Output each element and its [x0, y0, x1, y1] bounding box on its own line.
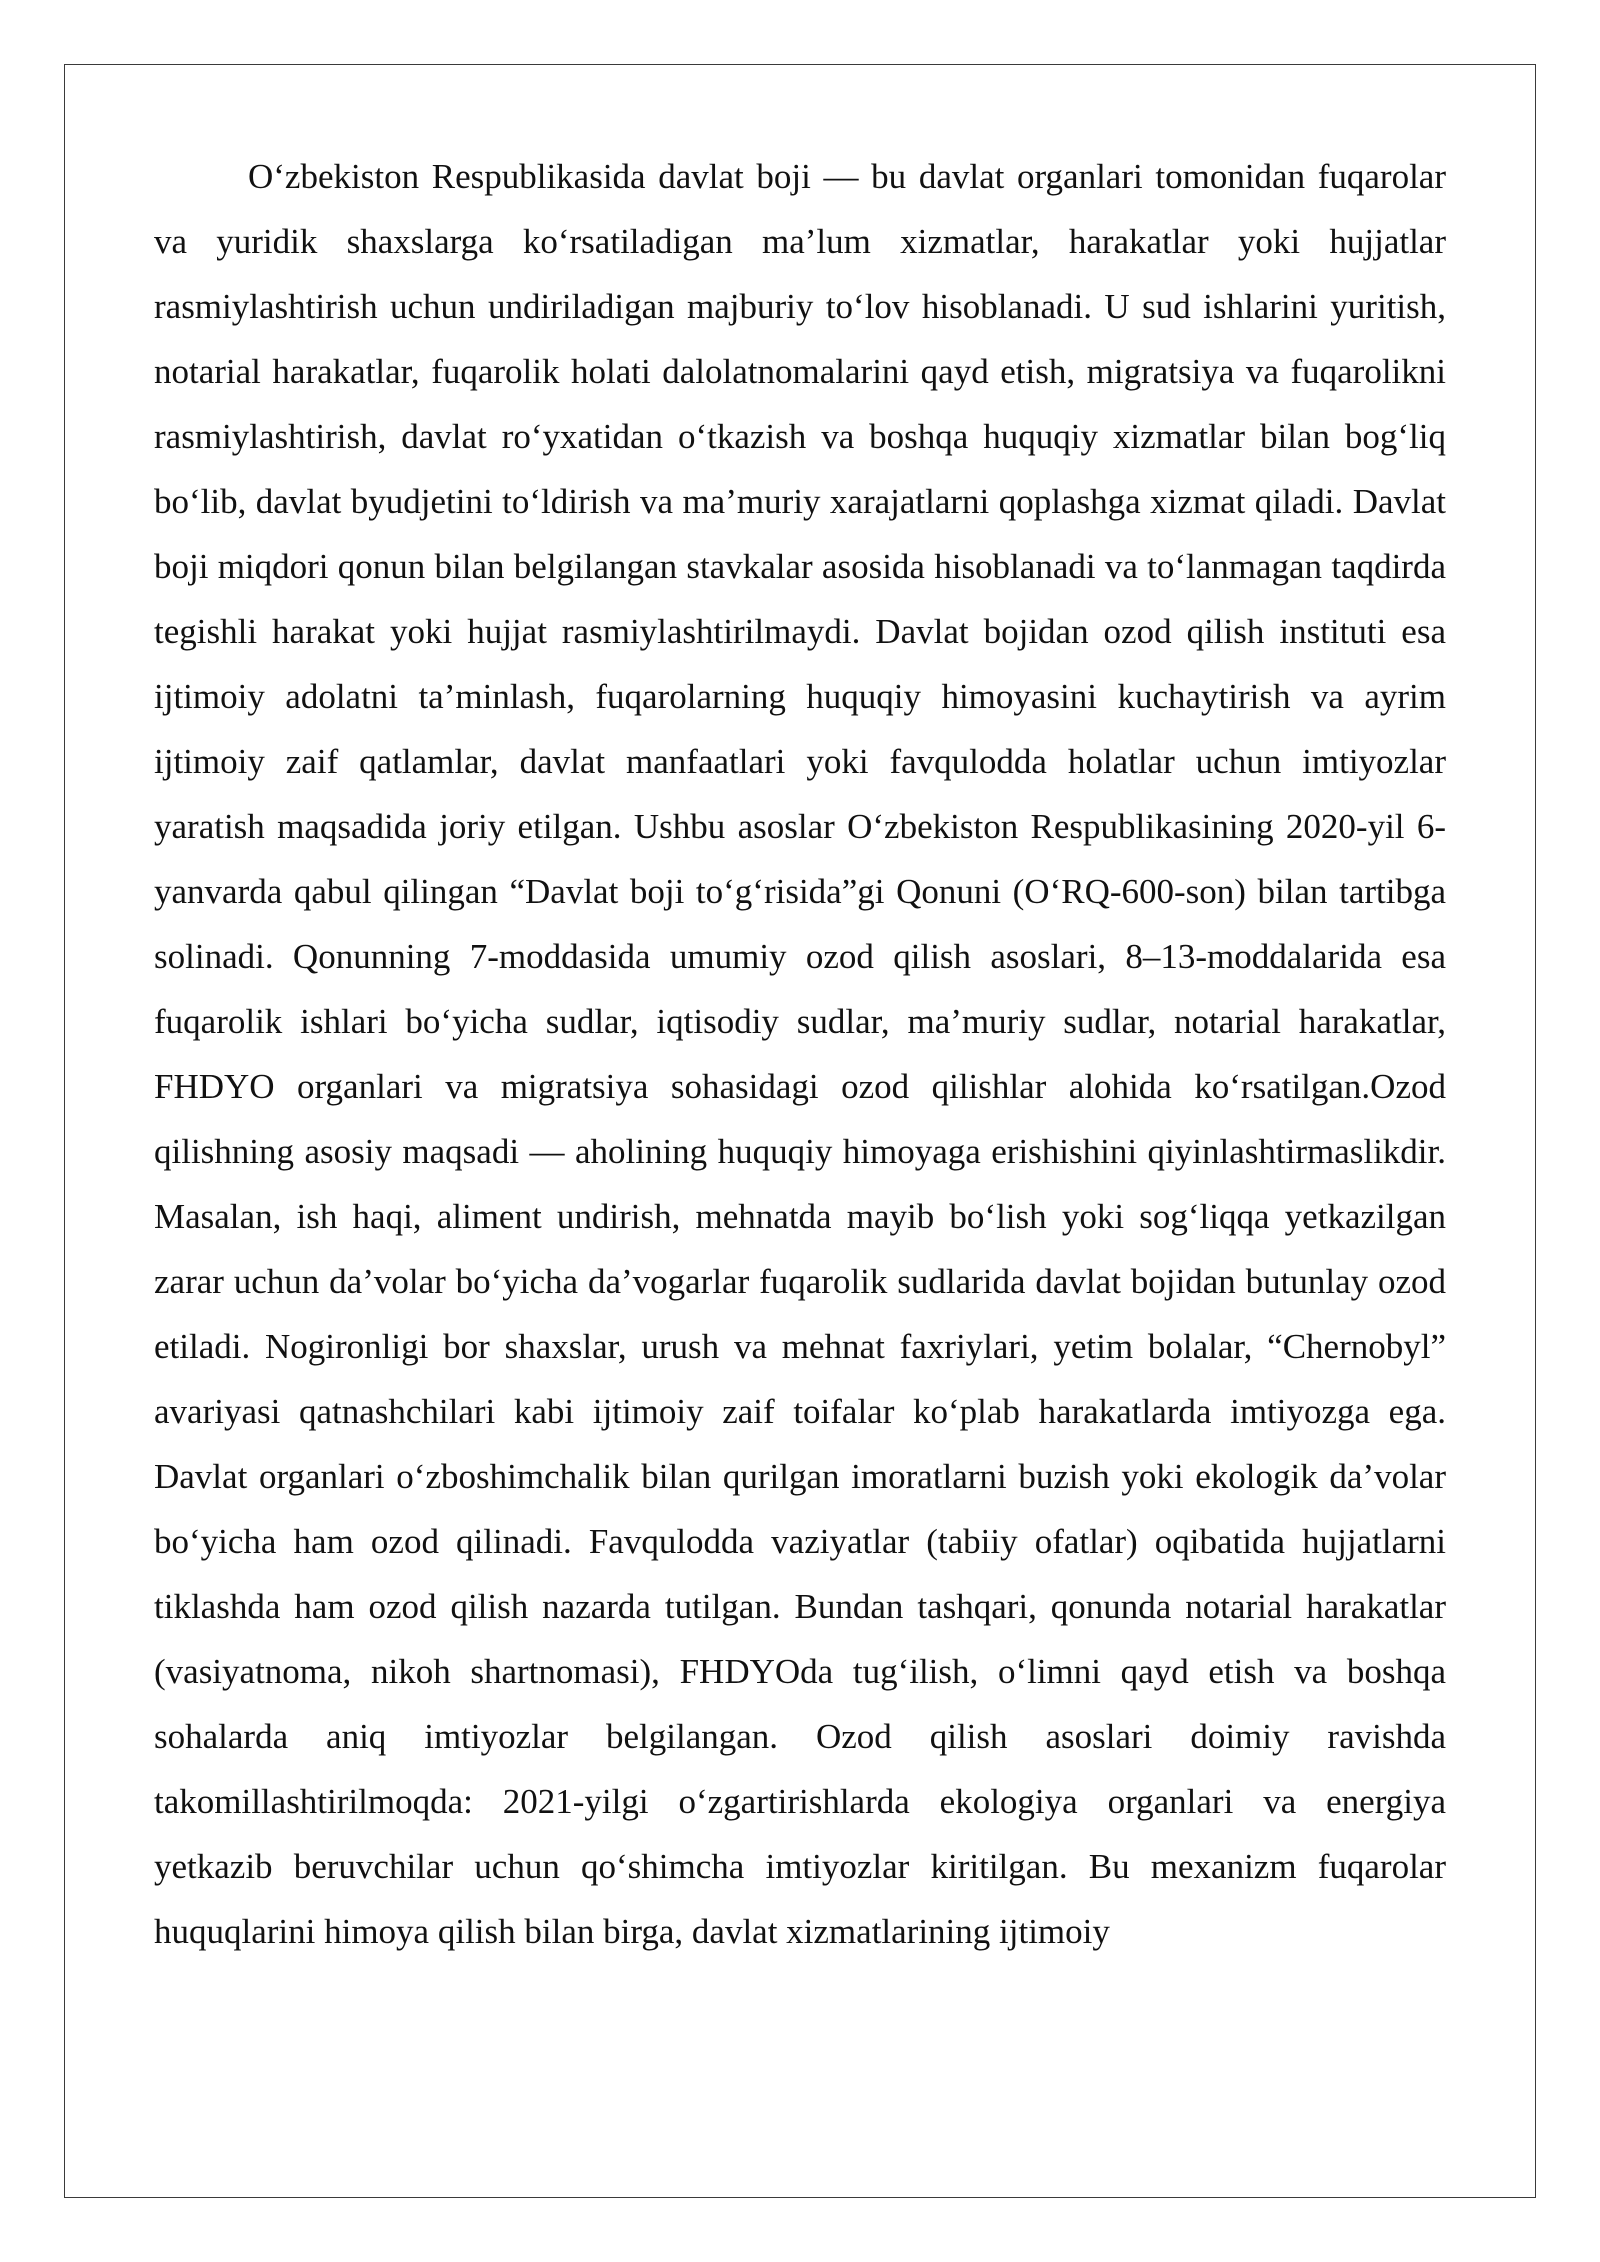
body-paragraph: O‘zbekiston Respublikasida davlat boji — bu davlat organlari tomonidan fuqarolar va yuridik shaxslarga ko‘rsatiladigan ma’lum xizmatlar, harakatlar yoki hujjatlar rasmiylashtirish uchun undiriladigan majburiy to‘lov hisoblanadi. U sud ishlarini yuritish, notarial harakatlar, fuqarolik holati dalolatnomalarini qayd etish, migratsiya va fuqarolikni rasmiylashtirish, davlat ro‘yxatidan o‘tkazish va boshqa huquqiy xizmatlar bilan bog‘liq bo‘lib, davlat byudjetini to‘ldirish va ma’muriy xarajatlarni qoplashga xizmat qiladi. Davlat boji miqdori qonun bilan belgilangan stavkalar asosida hisoblanadi va to‘lanmagan taqdirda tegishli harakat yoki hujjat rasmiylashtirilmaydi. Davlat bojidan ozod qilish instituti esa ijtimoiy adolatni ta’minlash, fuqarolarning huquqiy himoyasini kuchaytirish va ayrim ijtimoiy zaif qatlamlar, davlat manfaatlari yoki favqulodda holatlar uchun imtiyozlar yaratish maqsadida joriy etilgan. Ushbu asoslar O‘zbekiston Respublikasining 2020-yil 6-yanvarda qabul qilingan “Davlat boji to‘g‘risida”gi Qonuni (O‘RQ-600-son) bilan tartibga solinadi. Qonunning 7-moddasida umumiy ozod qilish asoslari, 8–13-moddalarida esa fuqarolik ishlari bo‘yicha sudlar, iqtisodiy sudlar, ma’muriy sudlar, notarial harakatlar, FHDYO organlari va migratsiya sohasidagi ozod qilishlar alohida ko‘rsatilgan.Ozod qilishning asosiy maqsadi — aholining huquqiy himoyaga erishishini qiyinlashtirmaslikdir. Masalan, ish haqi, aliment undirish, mehnatda mayib bo‘lish yoki sog‘liqqa yetkazilgan zarar uchun da’volar bo‘yicha da’vogarlar fuqarolik sudlarida davlat bojidan butunlay ozod etiladi. Nogironligi bor shaxslar, urush va mehnat faxriylari, yetim bolalar, “Chernobyl” avariyasi qatnashchilari kabi ijtimoiy zaif toifalar ko‘plab harakatlarda imtiyozga ega. Davlat organlari o‘zboshimchalik bilan qurilgan imoratlarni buzish yoki ekologik da’volar bo‘yicha ham ozod qilinadi. Favqulodda vaziyatlar (tabiiy ofatlar) oqibatida hujjatlarni tiklashda ham ozod qilish nazarda tutilgan. Bundan tashqari, qonunda notarial harakatlar (vasiyatnoma, nikoh shartnomasi), FHDYOda tug‘ilish, o‘limni qayd etish va boshqa sohalarda aniq imtiyozlar belgilangan. Ozod qilish asoslari doimiy ravishda takomillashtirilmoqda: 2021-yilgi o‘zgartirishlarda ekologiya organlari va energiya yetkazib beruvchilar uchun qo‘shimcha imtiyozlar kiritilgan. Bu mexanizm fuqarolar huquqlarini himoya qilish bilan birga, davlat xizmatlarining ijtimoiy — [154, 157, 1446, 1951]
